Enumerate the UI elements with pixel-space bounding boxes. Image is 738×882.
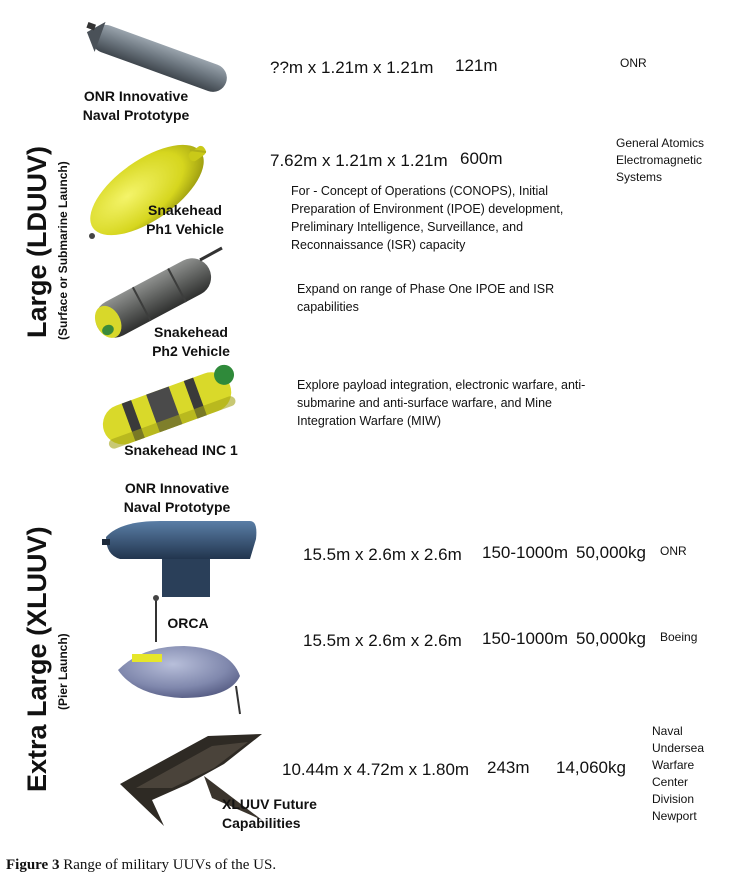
mass-onr-inp-xl: 50,000kg [576,543,646,562]
dims-snakehead-ph1: 7.62m x 1.21m x 1.21m [270,151,448,170]
vehicle-label-snakehead-inc1: Snakehead INC 1 [124,442,238,458]
vehicle-label-snakehead-ph1: Snakehead Ph1 Vehicle [146,202,224,237]
org-snakehead-ph1: General Atomics Electromagnetic Systems [616,136,705,184]
range-onr-inp-xl: 150-1000m [482,543,569,562]
orca-image [112,592,247,717]
category-subtitle-xl: (Pier Launch) [56,633,70,710]
mass-orca: 50,000kg [576,629,646,648]
desc-snakehead-inc1: Explore payload integration, electronic warfare, anti-submarine and anti-surface warfare, and Mine Integration Warfare (MIW) [297,378,586,428]
vehicle-label-onr-inp-xl: ONR Innovative Naval Prototype [123,480,231,515]
range-xluuv-future: 243m [487,758,530,777]
org-onr-inp: ONR [620,56,647,70]
category-subtitle-large: (Surface or Submarine Launch) [56,161,70,340]
vehicle-label-xluuv-future: XLUUV Future Capabilities [222,796,317,831]
org-xluuv-future: Naval Undersea Warfare Center Division Newport [652,724,705,823]
dims-onr-inp: ??m x 1.21m x 1.21m [270,58,434,77]
category-title-xl: Extra Large (XLUUV) [22,526,52,792]
figure-caption-text: Range of military UUVs of the US. [59,857,277,873]
mass-xluuv-future: 14,060kg [556,758,626,777]
vehicle-label-onr-inp: ONR Innovative Naval Prototype [82,88,190,123]
dims-orca: 15.5m x 2.6m x 2.6m [303,631,462,650]
range-orca: 150-1000m [482,629,569,648]
vehicle-label-orca: ORCA [167,615,209,631]
org-onr-inp-xl: ONR [660,544,687,558]
figure-label: Figure 3 [6,857,60,873]
category-title-large: Large (LDUUV) [22,145,52,338]
vehicle-label-snakehead-ph2: Snakehead Ph2 Vehicle [152,324,230,359]
figure-caption [6,857,276,874]
range-onr-inp: 121m [455,56,498,75]
range-snakehead-ph1: 600m [460,149,503,168]
desc-snakehead-ph1: For - Concept of Operations (CONOPS), Initial Preparation of Environment (IPOE) development, Preliminary Intelligence, Surveillance, and Reconnaissance (ISR) capacity [291,184,564,252]
desc-snakehead-ph2: Expand on range of Phase One IPOE and ISR capabilities [297,282,555,314]
dims-xluuv-future: 10.44m x 4.72m x 1.80m [282,760,470,779]
onr-inp-xl-image [100,515,260,600]
dims-onr-inp-xl: 15.5m x 2.6m x 2.6m [303,545,462,564]
org-orca: Boeing [660,630,698,644]
